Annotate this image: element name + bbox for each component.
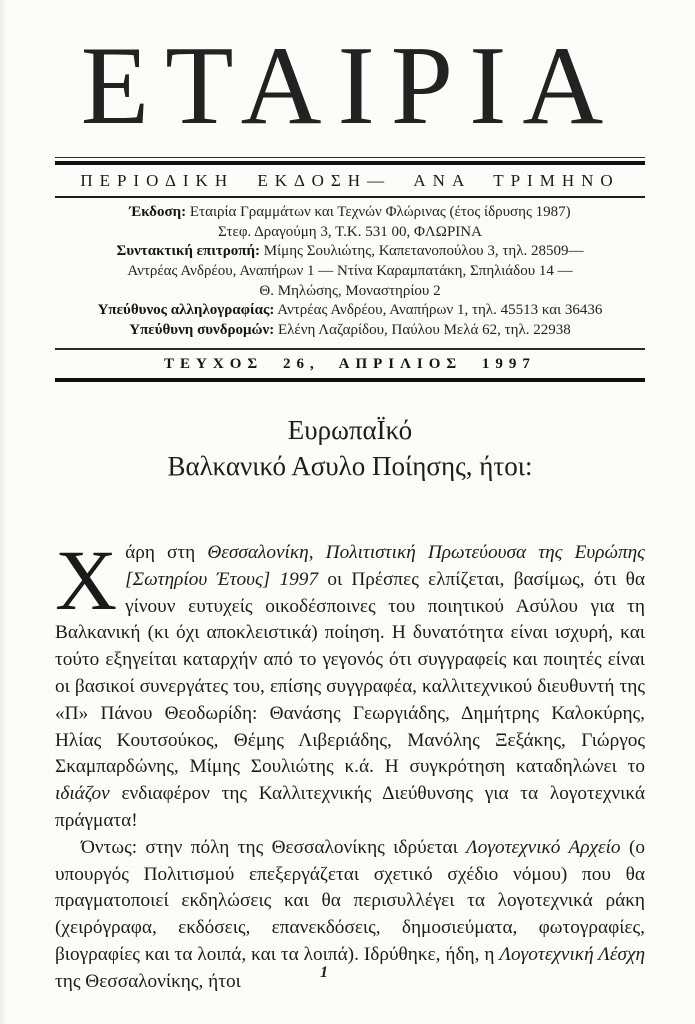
article-title — [55, 412, 645, 484]
article-body — [55, 531, 646, 996]
masthead-line-subscriptions: Υπεύθυνη συνδρομών: Ελένη Λαζαρίδου, Παύλου Μελά 62, τηλ. 22938 — [129, 321, 571, 338]
page-number: 1 — [320, 964, 328, 981]
double-rule — [55, 157, 645, 166]
masthead-line-editorial-2: Αντρέας Ανδρέου, Αναπήρων 1 — Ντίνα Καραμπατάκη, Σπηλιάδου 14 — — [127, 263, 573, 280]
issue-banner — [55, 348, 645, 382]
article-title-line1: ΕυρωπαΪκό — [287, 414, 413, 445]
masthead-line-address: Στεφ. Δραγούμη 3, Τ.Κ. 531 00, ΦΛΩΡΙΝΑ — [218, 223, 482, 240]
masthead-line-publisher: Έκδοση: Εταιρία Γραμμάτων και Τεχνών Φλώρινας (έτος ίδρυσης 1987) — [129, 204, 571, 221]
masthead — [55, 0, 645, 382]
masthead-info — [55, 198, 645, 347]
article-title-line2: Βαλκανικό Ασυλο Ποίησης, ήτοι: — [167, 450, 533, 481]
issue-banner-text: ΤΕΥΧΟΣ 26, ΑΠΡΙΛΙΟΣ 1997 — [164, 355, 536, 372]
paragraph-2: Όντως: στην πόλη της Θεσσαλονίκης ιδρύεται Λογοτεχνικό Αρχείο (ο υπουργός Πολιτισμού επεξεργάζεται σχετικό σχέδιο νόμου) που θα πραγματοποιεί εκδηλώσεις και θα περισυλλέγει τα λογοτεχνικά ράκη (χειρόγραφα, εκδόσεις, επανεκδόσεις, δημοσιεύματα, φωτογραφίες, βιογραφίες και τα λοιπά, και τα λοιπά). Ιδρύθηκε, ήδη, η Λογοτεχνική Λέσχη της Θεσσαλονίκης, ήτοι — [55, 836, 646, 992]
masthead-line-correspondence: Υπεύθυνος αλληλογραφίας: Αντρέας Ανδρέου, Αναπήρων 1, τηλ. 45513 και 36436 — [97, 302, 603, 319]
paragraph-1-text: άρη στη Θεσσαλονίκη, Πολιτιστική Πρωτεύουσα της Ευρώπης [Σωτηρίου Έτους] 1997 οι Πρέσπες ελπίζεται, βασίμως, ότι θα γίνουν ευτυχείς οικοδέσποινες του ποιητικού Ασύλου για τη Βαλκανική (κι όχι αποκλειστικά) ποίηση. Η δυνατότητα είναι ισχυρή, και τούτο εξηγείται καταρχήν από το γεγονός ότι συγγραφείς και ποιητές είναι οι βασικοί συνεργάτες του, επίσης συγγραφέα, καλλιτεχνικού διευθυντή της «Π» Πάνου Θεοδωρίδη: Θανάσης Γεωργιάδης, Δημήτρης Καλοκύρης, Ηλίας Κουτσούκος, Θέμης Λιβεριάδης, Μανόλης Ξεξάκης, Γιώργος Σκαμπαρδώνης, Μίμης Σουλιώτης κ.ά. Η συγκρότηση καταδηλώνει το ιδιάζον ενδιαφέρον της Καλλιτεχνικής Διεύθυνσης για τα λογοτεχνικά πράγματα! — [55, 541, 645, 831]
masthead-line-editorial-3: Θ. Μηλώσης, Μοναστηρίου 2 — [259, 282, 441, 299]
masthead-line-editorial-1: Συντακτική επιτροπή: Μίμης Σουλιώτης, Καπετανοπούλου 3, τηλ. 28509— — [116, 243, 584, 260]
paragraph-1 — [55, 531, 645, 835]
journal-subtitle: ΠΕΡΙΟΔΙΚΗ ΕΚΔΟΣΗ— ΑΝΑ ΤΡΙΜΗΝΟ — [80, 171, 620, 191]
journal-title: ΕΤΑΙΡΙΑ — [80, 24, 620, 148]
drop-cap: Χ — [55, 531, 118, 628]
issue-rule-bottom — [55, 378, 645, 382]
